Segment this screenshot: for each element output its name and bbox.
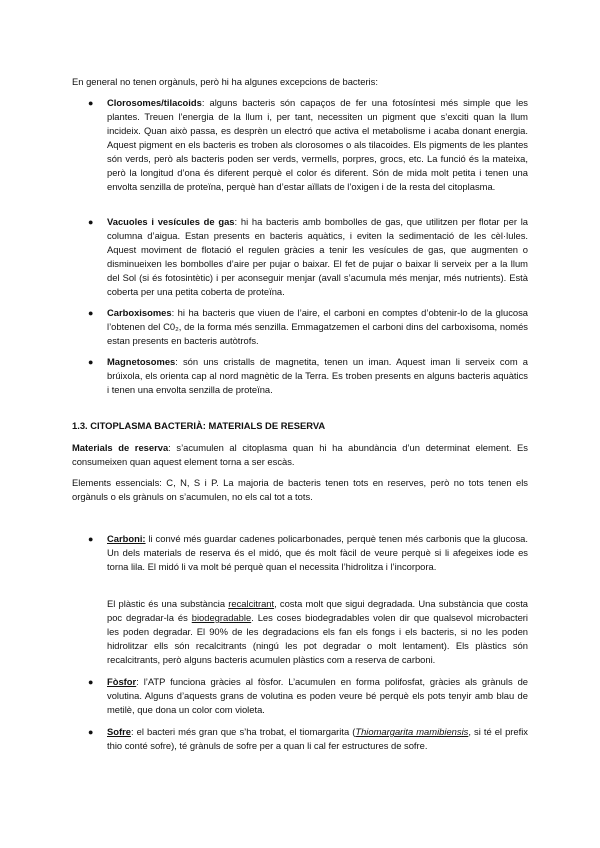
bullet-icon: ● xyxy=(88,677,94,687)
species-name: Thiomargarita mamibiensis xyxy=(355,726,469,737)
elements-paragraph: Elements essencials: C, N, S i P. La majoria de bacteris tenen tots en reserves, però no tots tenen els orgànuls o els grànuls on s’acumulen, no els cal tot a tots. xyxy=(72,477,528,502)
list-item-clorosomes: ● Clorosomes/tilacoids: alguns bacteris són capaços de fer una fotosíntesi més simple que les plantes. Treuen l’energia de la llum i, per tant, necessiten un pigment que s’exciti quan la llum incideix. Quan això passa, es desprèn un electró que activa el metabolisme i acaba donant energia. Aquest pigment en els bacteris es troben als clorosomes o als tilacoides. Els pigments de les plantes són verds, però als bacteris poden ser verds, vermells, porpres, grocs, etc. La funció és la mateixa, però la longitud d’ona és diferent perquè el color és diferent. Són de mida molt petita i tenen una envolta senzilla de proteïna, perquè han d’estar aïllats de l’oxigen i de la resta del citoplasma. xyxy=(88,97,528,192)
term-recalcitrant: recalcitrant xyxy=(228,598,275,609)
bullet-icon: ● xyxy=(88,98,94,108)
list-item-sofre: ● Sofre: el bacteri més gran que s’ha trobat, el tiomargarita (Thiomargarita mamibiensis, si té el prefix thio conté sofre), té grànuls de sofre per a quan li cal fer estructures de sofre. xyxy=(88,726,528,751)
term-magnetosomes: Magnetosomes xyxy=(107,356,176,367)
term-sofre: Sofre xyxy=(107,726,131,737)
bullet-icon: ● xyxy=(88,727,94,737)
bullet-icon: ● xyxy=(88,308,94,318)
term-materials: Materials de reserva xyxy=(72,442,169,453)
term-carboni: Carboni: xyxy=(107,533,146,544)
term-biodegradable: biodegradable xyxy=(191,612,252,623)
section-title: 1.3. CITOPLASMA BACTERIÀ: MATERIALS DE RESERVA xyxy=(72,420,326,431)
term-vacuoles: Vacuoles i vesícules de gas xyxy=(107,216,235,227)
intro-paragraph: En general no tenen orgànuls, però hi ha algunes excepcions de bacteris: xyxy=(72,76,378,87)
term-clorosomes: Clorosomes/tilacoids xyxy=(107,97,202,108)
list-item-fosfor: ● Fòsfor: l’ATP funciona gràcies al fòsfor. L’acumulen en forma polifosfat, gràcies als grànuls de volutina. Alguns d’aquests grans de volutina es poden veure bé perquè els pots tenyir amb blau de metilè, que dona un color com violeta. xyxy=(88,676,528,715)
list-item-magnetosomes: ● Magnetosomes: són uns cristalls de magnetita, tenen un iman. Aquest iman li serveix com a brúixola, els orienta cap al nord magnètic de la Terra. Es troben presents en alguns bacteris aquàtics i tenen una envolta senzilla de proteïna. xyxy=(88,356,528,395)
materials-paragraph: Materials de reserva: s’acumulen al citoplasma quan hi ha abundància d’un determinat element. Es consumeixen quan aquest element torna a ser escàs. xyxy=(72,442,528,467)
list-item-vacuoles: ● Vacuoles i vesícules de gas: hi ha bacteris amb bombolles de gas, que utilitzen per flotar per la columna d’aigua. Estan presents en bacteris aquàtics, i eviten la sedimentació de les cèl·lules. Aquest moviment de flotació el regulen gràcies a tenir les vesícules de gas, que augmenten o disminueixen les bombolles d’aire per pujar o baixar. El fet de pujar o baixar li serveix per a la llum del Sol (si és fotosintètic) i per aconseguir menjar (avall s’acumula més menjar, més nutrients). Està coberta per una petita coberta de proteïna. xyxy=(88,216,528,297)
term-fosfor: Fòsfor xyxy=(107,676,137,687)
bullet-icon: ● xyxy=(88,357,94,367)
term-carboxisomes: Carboxisomes xyxy=(107,307,172,318)
list-item-carboxisomes: ● Carboxisomes: hi ha bacteris que viuen de l’aire, el carboni en comptes d’obtenir-lo de la glucosa l’obtenen del C0₂, de la forma més senzilla. Emmagatzemen el carboni dins del carboxisoma, només estan presents en bacteris autòtrofs. xyxy=(88,307,528,346)
plastic-paragraph: El plàstic és una substància recalcitrant, costa molt que sigui degradada. Una substància que costa poc degradar-la és biodegradable. Les coses biodegradables volen dir que qualsevol microbacteri les poden degradar. El 90% de les degradacions els fan els fongs i els bacteris, si no les poden hidrolitzar ells són recalcitrants (ningú les pot degradar o molt lentament). Els plàstics són recalcitrants, però alguns bacteris acumulen plàstics com a reserva de carboni. xyxy=(107,598,529,665)
bullet-icon: ● xyxy=(88,534,94,544)
bullet-icon: ● xyxy=(88,217,94,227)
list-item-carboni: ● Carboni: li convé més guardar cadenes policarbonades, perquè tenen més carbonis que la glucosa. Un dels materials de reserva és el midó, que és molt fàcil de veure perquè si li afegeixes iode es torna lila. El midó li va molt bé perquè quan el necessita l’hidrolitza i l’incorpora. xyxy=(88,533,528,572)
